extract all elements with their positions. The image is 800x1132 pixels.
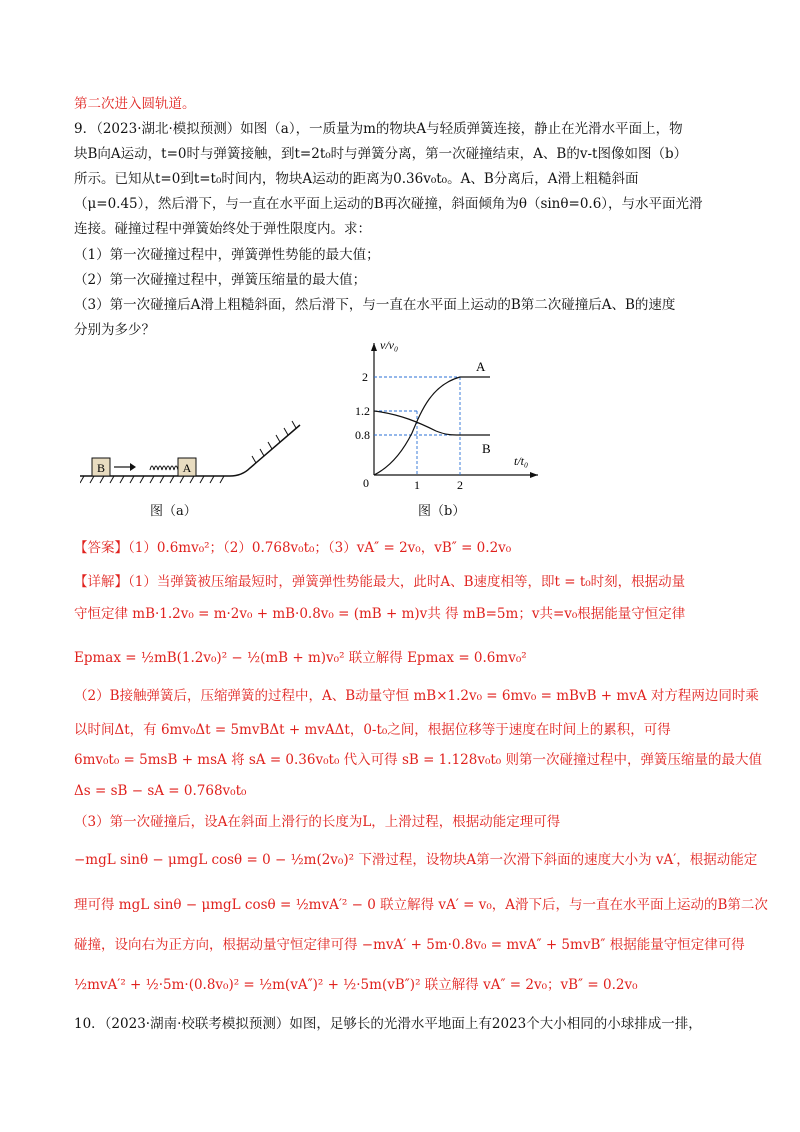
sub-question-2: （2）第一次碰撞过程中，弹簧压缩量的最大值； bbox=[74, 272, 367, 288]
solution-line-5: 以时间Δt，有 6mv₀Δt = 5mvBΔt + mvAΔt，0-t₀之间，根据位移等于速度在时间上的累积，可得 bbox=[74, 722, 671, 738]
x-tick-2: 2 bbox=[457, 478, 463, 490]
question-9-line4: （μ=0.45），然后滑下，与一直在水平面上运动的B再次碰撞，斜面倾角为θ（sinθ=0.6），与水平面光滑 bbox=[74, 196, 703, 212]
question-9-line5: 连接。碰撞过程中弹簧始终处于弹性限度内。求： bbox=[74, 221, 371, 237]
origin-label: 0 bbox=[363, 476, 369, 490]
y-tick-1.2: 1.2 bbox=[355, 404, 370, 418]
sub-question-3-line2: 分别为多少？ bbox=[74, 322, 155, 338]
question-10-line1: 10．（2023·湖南·校联考模拟预测）如图，足够长的光滑水平地面上有2023个大小相同的小球排成一排， bbox=[74, 1016, 702, 1032]
solution-line-2: 守恒定律 mB·1.2v₀ = m·2v₀ + mB·0.8v₀ = (mB + m)v共 得 mB=5m；v共=v₀根据能量守恒定律 bbox=[74, 606, 686, 622]
x-tick-1: 1 bbox=[414, 478, 420, 490]
question-9-line2: 块B向A运动，t=0时与弹簧接触，到t=2t₀时与弹簧分离，第一次碰撞结束，A、B的v-t图像如图（b） bbox=[74, 146, 688, 162]
figure-a bbox=[80, 420, 310, 500]
y-tick-2: 2 bbox=[362, 370, 368, 384]
solution-line-8: （3）第一次碰撞后，设A在斜面上滑行的长度为L，上滑过程，根据动能定理可得 bbox=[74, 814, 561, 830]
solution-line-7: Δs = sB − sA = 0.768v₀t₀ bbox=[74, 783, 247, 799]
y-tick-0.8: 0.8 bbox=[355, 428, 370, 442]
x-axis-label: t/t₀ bbox=[514, 454, 529, 468]
curve-b bbox=[374, 411, 490, 435]
answer-line: 【答案】（1）0.6mv₀²；（2）0.768v₀t₀；（3）vA″ = 2v₀，vB″ = 0.2v₀ bbox=[74, 540, 512, 556]
solution-line-4: （2）B接触弹簧后，压缩弹簧的过程中，A、B动量守恒 mB×1.2v₀ = 6mv₀ = mBvB + mvA 对方程两边同时乘 bbox=[74, 688, 759, 704]
solution-line-10: 理可得 mgL sinθ − μmgL cosθ = ½mvA′² − 0 联立解得 vA′ = v₀，A滑下后，与一直在水平面上运动的B第二次 bbox=[74, 897, 768, 913]
figure-a-caption: 图（a） bbox=[150, 504, 197, 519]
prev-answer-tail: 第二次进入圆轨道。 bbox=[74, 96, 196, 112]
guide-lines bbox=[374, 377, 460, 475]
question-9-line1: 9．（2023·湖北·模拟预测）如图（a），一质量为m的物块A与轻质弹簧连接，静止在光滑水平面上，物 bbox=[74, 121, 683, 137]
solution-line-3: Epmax = ½mB(1.2v₀)² − ½(mB + m)v₀² 联立解得 Epmax = 0.6mv₀² bbox=[74, 650, 527, 666]
figure-b-graph bbox=[340, 335, 550, 490]
sub-question-1: （1）第一次碰撞过程中，弹簧弹性势能的最大值； bbox=[74, 247, 380, 263]
solution-line-12: ½mvA′² + ½·5m·(0.8v₀)² = ½m(vA″)² + ½·5m(vB″)² 联立解得 vA″ = 2v₀；vB″ = 0.2v₀ bbox=[74, 977, 638, 993]
block-a-label: A bbox=[182, 461, 192, 475]
solution-line-6: 6mv₀t₀ = 5msB + msA 将 sA = 0.36v₀t₀ 代入可得 sB = 1.128v₀t₀ 则第一次碰撞过程中，弹簧压缩量的最大值 bbox=[74, 752, 762, 768]
curve-a bbox=[374, 377, 490, 475]
spring bbox=[150, 466, 178, 470]
sub-question-3-line1: （3）第一次碰撞后A滑上粗糙斜面，然后滑下，与一直在水平面上运动的B第二次碰撞后A、B的速度 bbox=[74, 297, 676, 313]
solution-line-11: 碰撞，设向右为正方向，根据动量守恒定律可得 −mvA′ + 5m·0.8v₀ = mvA″ + 5mvB″ 根据能量守恒定律可得 bbox=[74, 937, 745, 953]
curve-a-label: A bbox=[476, 359, 486, 374]
figure-b-caption: 图（b） bbox=[418, 504, 466, 519]
block-b-label: B bbox=[96, 461, 106, 475]
y-axis-label: v/v₀ bbox=[380, 338, 399, 352]
question-9-line3: 所示。已知从t=0到t=t₀时间内，物块A运动的距离为0.36v₀t₀。A、B分离后，A滑上粗糙斜面 bbox=[74, 171, 639, 187]
solution-line-9: −mgL sinθ − μmgL cosθ = 0 − ½m(2v₀)² 下滑过程，设物块A第一次滑下斜面的速度大小为 vA′，根据动能定 bbox=[74, 852, 758, 868]
curve-b-label: B bbox=[482, 441, 491, 456]
solution-line-1: 【详解】（1）当弹簧被压缩最短时，弹簧弹性势能最大，此时A、B速度相等，即t = t₀时刻，根据动量 bbox=[74, 574, 686, 590]
